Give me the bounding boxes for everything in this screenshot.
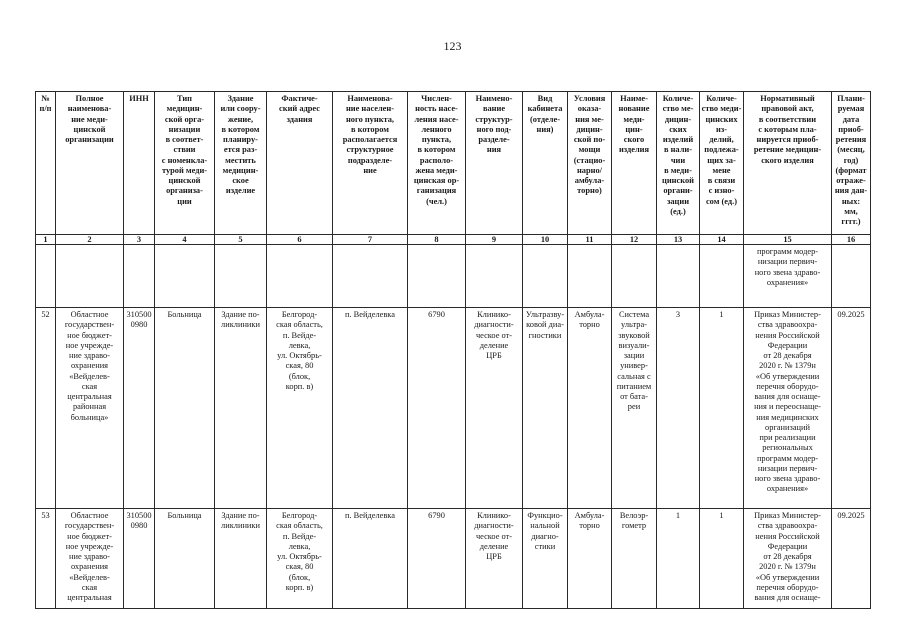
header-cell-population: Числен- ность насе- ления насе- ленного пункта, в котором располо- жена меди- цинская ор- ганизация (чел.) [408, 92, 466, 235]
device-cell: Велоэр- гометр [612, 509, 657, 609]
equipment-table [35, 91, 871, 609]
column-number: 2 [56, 235, 124, 245]
empty-cell [124, 245, 155, 308]
column-number: 13 [657, 235, 700, 245]
table-row [36, 308, 871, 509]
column-number: 3 [124, 235, 155, 245]
act-cell: Приказ Министер- ства здравоохра- нения Российской Федерации от 28 декабря 2020 г. № 1379н «Об утверждении перечня оборудо- вания для оснаще- ния и переоснаще- ния медицинских организаций при реализации региональных программ модер- низации первич- ного звена здраво- охранения» [744, 308, 832, 509]
column-number: 8 [408, 235, 466, 245]
empty-cell [267, 245, 333, 308]
header-cell-qty-available: Количе- ство ме- дицин- ских изделий в нали- чии в меди- цинской органи- зации (ед.) [657, 92, 700, 235]
qty-available-cell: 1 [657, 509, 700, 609]
empty-cell [700, 245, 744, 308]
empty-cell [333, 245, 408, 308]
header-cell-locality: Наименова- ние населен- ного пункта, в котором располагается структурное подразделе- ние [333, 92, 408, 235]
header-row [36, 92, 871, 235]
header-cell-address: Фактиче- ский адрес здания [267, 92, 333, 235]
header-cell-qty-replace: Количе- ство меди- цинских из- делий, подлежа- щих за- мене в связи с изно- сом (ед.) [700, 92, 744, 235]
qty-replace-cell: 1 [700, 509, 744, 609]
empty-cell [36, 245, 56, 308]
row-number: 52 [36, 308, 56, 509]
column-number-row [36, 235, 871, 245]
population-cell: 6790 [408, 308, 466, 509]
header-cell-org: Полное наименова- ние меди- цинской организации [56, 92, 124, 235]
header-cell-inn: ИНН [124, 92, 155, 235]
page-number: 123 [443, 39, 462, 53]
empty-cell [832, 245, 871, 308]
empty-cell [657, 245, 700, 308]
column-number: 1 [36, 235, 56, 245]
empty-cell [408, 245, 466, 308]
org-name-cell: Областное государствен- ное бюджет- ное учрежде- ние здраво- охранения «Вейделев- ская центральная [56, 509, 124, 609]
inn-cell: 310500 0980 [124, 509, 155, 609]
org-type-cell: Больница [155, 509, 215, 609]
column-number: 9 [466, 235, 523, 245]
population-cell: 6790 [408, 509, 466, 609]
column-number: 7 [333, 235, 408, 245]
column-number: 15 [744, 235, 832, 245]
empty-cell [466, 245, 523, 308]
building-cell: Здание по- ликлиники [215, 308, 267, 509]
building-cell: Здание по- ликлиники [215, 509, 267, 609]
header-cell-device: Наиме- нование меди- цин- ского изделия [612, 92, 657, 235]
unit-cell: Клинико- диагности- ческое от- деление ЦРБ [466, 509, 523, 609]
header-cell-num: № п/п [36, 92, 56, 235]
column-number: 5 [215, 235, 267, 245]
column-number: 16 [832, 235, 871, 245]
conditions-cell: Амбула- торно [568, 509, 612, 609]
inn-cell: 310500 0980 [124, 308, 155, 509]
table-row [36, 509, 871, 609]
qty-available-cell: 3 [657, 308, 700, 509]
row-number: 53 [36, 509, 56, 609]
header-cell-cabinet: Вид кабинета (отделе- ния) [523, 92, 568, 235]
cabinet-cell: Ультразву- ковой диа- гностики [523, 308, 568, 509]
header-cell-date: Плани- руемая дата приоб- ретения (месяц, год) (формат отраже- ния дан- ных: мм, гггг.) [832, 92, 871, 235]
org-type-cell: Больница [155, 308, 215, 509]
device-cell: Система ультра- звуковой визуали- зации универ- сальная с питанием от бата- реи [612, 308, 657, 509]
address-cell: Белгород- ская область, п. Вейде- левка, ул. Октябрь- ская, 80 (блок, корп. в) [267, 509, 333, 609]
column-number: 6 [267, 235, 333, 245]
column-number: 4 [155, 235, 215, 245]
date-cell: 09.2025 [832, 308, 871, 509]
empty-cell [568, 245, 612, 308]
continuation-row [36, 245, 871, 308]
conditions-cell: Амбула- торно [568, 308, 612, 509]
header-cell-unit: Наимено- вание структур- ного под- разделе- ния [466, 92, 523, 235]
column-number: 10 [523, 235, 568, 245]
empty-cell [155, 245, 215, 308]
column-number: 12 [612, 235, 657, 245]
column-number: 11 [568, 235, 612, 245]
address-cell: Белгород- ская область, п. Вейде- левка, ул. Октябрь- ская, 80 (блок, корп. в) [267, 308, 333, 509]
header-cell-type: Тип медицин- ской орга- низации в соответ- ствии с номенкла- турой меди- цинской организа- ции [155, 92, 215, 235]
cabinet-cell: Функцио- нальной диагно- стики [523, 509, 568, 609]
empty-cell [56, 245, 124, 308]
locality-cell: п. Вейделевка [333, 509, 408, 609]
act-cell: Приказ Министер- ства здравоохра- нения Российской Федерации от 28 декабря 2020 г. № 1379н «Об утверждении перечня оборудо- вания для оснаще- [744, 509, 832, 609]
header-cell-conditions: Условия оказа- ния ме- дицин- ской по- мощи (стацио- нарно/ амбула- торно) [568, 92, 612, 235]
date-cell: 09.2025 [832, 509, 871, 609]
continuation-act-cell: программ модер- низации первич- ного звена здраво- охранения» [744, 245, 832, 308]
column-number: 14 [700, 235, 744, 245]
unit-cell: Клинико- диагности- ческое от- деление ЦРБ [466, 308, 523, 509]
org-name-cell: Областное государствен- ное бюджет- ное учрежде- ние здраво- охранения «Вейделев- ская центральная районная больница» [56, 308, 124, 509]
qty-replace-cell: 1 [700, 308, 744, 509]
locality-cell: п. Вейделевка [333, 308, 408, 509]
empty-cell [523, 245, 568, 308]
empty-cell [215, 245, 267, 308]
header-cell-building: Здание или соору- жение, в котором планиру- ется раз- местить медицин- ское изделие [215, 92, 267, 235]
header-cell-act: Нормативный правовой акт, в соответствии с которым пла- нируется приоб- ретение медицин- ского изделия [744, 92, 832, 235]
empty-cell [612, 245, 657, 308]
